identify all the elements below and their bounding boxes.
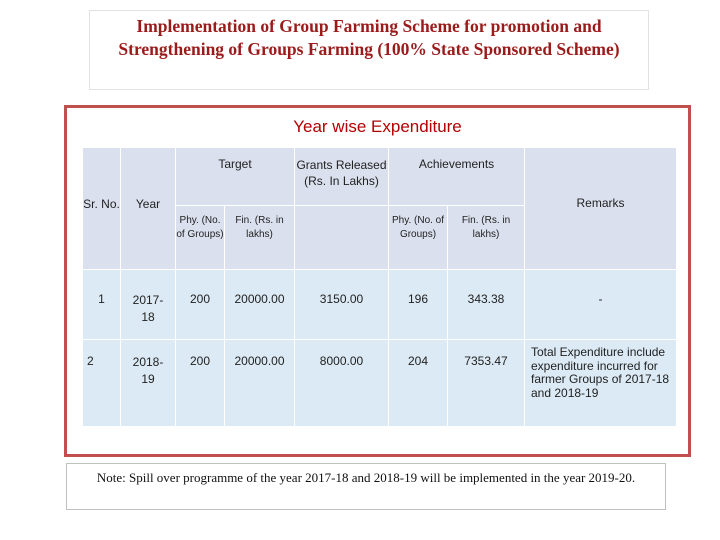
header-target-fin: Fin. (Rs. in lakhs) — [225, 206, 295, 270]
row1-target-fin: 20000.00 — [225, 270, 295, 340]
header-target: Target — [176, 148, 295, 206]
row2-grants: 8000.00 — [295, 340, 389, 427]
header-sr-no: Sr. No. — [83, 148, 121, 270]
header-target-phy: Phy. (No. of Groups) — [176, 206, 225, 270]
header-grants-released: Grants Released (Rs. In Lakhs) — [295, 148, 389, 206]
row1-target-phy: 200 — [176, 270, 225, 340]
row2-sr-no: 2 — [83, 340, 121, 427]
header-grants-blank — [295, 206, 389, 270]
header-remarks: Remarks — [525, 148, 677, 270]
row2-target-fin: 20000.00 — [225, 340, 295, 427]
expenditure-table — [82, 147, 677, 427]
row1-year: 2017-18 — [121, 270, 176, 340]
row1-remarks: - — [525, 270, 677, 340]
row2-year: 2018-19 — [121, 340, 176, 427]
row1-ach-fin: 343.38 — [448, 270, 525, 340]
section-title: Year wise Expenditure — [293, 117, 462, 136]
row2-ach-phy: 204 — [389, 340, 448, 427]
row1-grants: 3150.00 — [295, 270, 389, 340]
row2-remarks: Total Expenditure include expenditure incurred for farmer Groups of 2017-18 and 2018-19 — [525, 340, 677, 427]
header-year: Year — [121, 148, 176, 270]
header-ach-fin: Fin. (Rs. in lakhs) — [448, 206, 525, 270]
header-ach-phy: Phy. (No. of Groups) — [389, 206, 448, 270]
expenditure-panel — [64, 105, 691, 457]
row1-ach-phy: 196 — [389, 270, 448, 340]
header-achievements: Achievements — [389, 148, 525, 206]
row1-sr-no: 1 — [83, 270, 121, 340]
footnote: Note: Spill over programme of the year 2017-18 and 2018-19 will be implemented in the year 2019-20. — [66, 463, 666, 510]
page-title: Implementation of Group Farming Scheme for promotion and Strengthening of Groups Farming (100% State Sponsored Scheme) — [89, 10, 649, 90]
row2-target-phy: 200 — [176, 340, 225, 427]
row2-ach-fin: 7353.47 — [448, 340, 525, 427]
